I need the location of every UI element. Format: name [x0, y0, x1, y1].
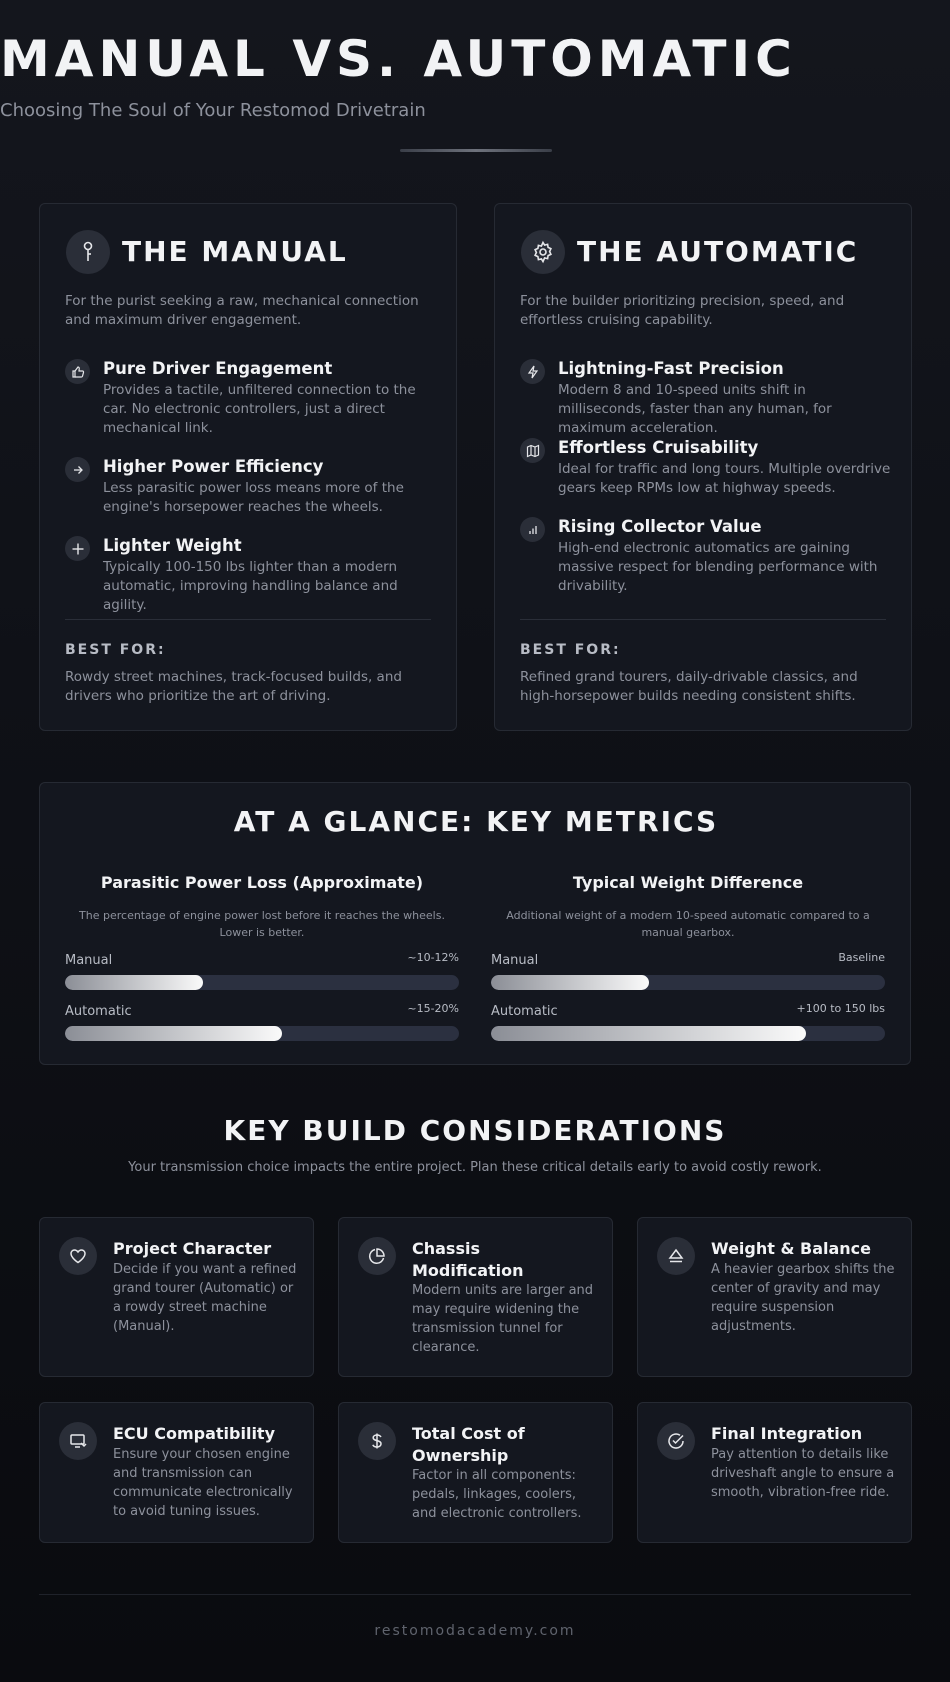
bar-row-manual: [65, 953, 459, 993]
dollar-icon: [358, 1422, 396, 1460]
consideration-card: [637, 1217, 912, 1377]
manual-card: [39, 203, 457, 731]
footer-divider: [39, 1594, 911, 1595]
manual-intro: For the purist seeking a raw, mechanical connection and maximum driver engagement.: [65, 293, 419, 328]
feature-desc: Typically 100-150 lbs lighter than a modern automatic, improving handling balance and agility.: [103, 559, 398, 613]
considerations-subtitle: Your transmission choice impacts the entire project. Plan these critical details early to avoid costly rework.: [128, 1160, 822, 1175]
consideration-card: [637, 1402, 912, 1543]
metrics-card: [39, 782, 911, 1065]
feature-desc: Modern 8 and 10-speed units shift in milliseconds, faster than any human, for maximum acceleration.: [558, 382, 832, 436]
bar-value: ~15-20%: [407, 1002, 459, 1015]
consideration-desc: Decide if you want a refined grand tourer (Automatic) or a rowdy street machine (Manual).: [113, 1262, 297, 1334]
metrics-title: AT A GLANCE: KEY METRICS: [233, 805, 719, 838]
feature-title: Rising Collector Value: [558, 517, 762, 536]
bar-row-manual: [491, 953, 885, 993]
considerations-title: KEY BUILD CONSIDERATIONS: [223, 1114, 727, 1147]
bar-track: [65, 1026, 459, 1041]
bar-row-automatic: [65, 1004, 459, 1044]
footer-link[interactable]: restomodacademy.com: [374, 1623, 576, 1639]
consideration-desc: Pay attention to details like driveshaft angle to ensure a smooth, vibration-free ride.: [711, 1447, 895, 1500]
best-for-text: Refined grand tourers, daily-drivable classics, and high-horsepower builds needing consistent shifts.: [520, 669, 858, 704]
bar-track: [65, 975, 459, 990]
bar-label: Automatic: [491, 1004, 558, 1019]
manual-title: THE MANUAL: [122, 235, 348, 268]
feature-desc: High-end electronic automatics are gaining massive respect for blending performance with drivability.: [558, 540, 878, 594]
consideration-title: Final Integration: [711, 1424, 863, 1443]
metric-title: Parasitic Power Loss (Approximate): [100, 873, 424, 892]
consideration-card: [338, 1402, 613, 1543]
bar-fill: [491, 1026, 806, 1041]
feature-title: Lighter Weight: [103, 536, 242, 555]
divider: [520, 619, 886, 620]
thumbs-up-icon: [65, 359, 90, 384]
consideration-title: Project Character: [113, 1239, 272, 1258]
best-for-text: Rowdy street machines, track-focused builds, and drivers who prioritize the art of driving.: [65, 669, 402, 704]
automatic-title: THE AUTOMATIC: [577, 235, 859, 268]
gear-shifter-icon: [66, 230, 110, 274]
consideration-desc: Ensure your chosen engine and transmission can communicate electronically to avoid tuning issues.: [113, 1447, 293, 1519]
arrow-right-icon: [65, 457, 90, 482]
consideration-title: Weight & Balance: [711, 1239, 871, 1258]
bar-value: Baseline: [838, 951, 885, 964]
consideration-card: [338, 1217, 613, 1377]
best-for-label: BEST FOR:: [65, 642, 166, 658]
consideration-card: [39, 1402, 314, 1543]
consideration-title: Total Cost of Ownership: [412, 1424, 525, 1465]
bar-track: [491, 1026, 885, 1041]
pie-chart-icon: [358, 1237, 396, 1275]
consideration-card: [39, 1217, 314, 1377]
eject-balance-icon: [657, 1237, 695, 1275]
feature-desc: Ideal for traffic and long tours. Multiple overdrive gears keep RPMs low at highway speeds.: [558, 461, 891, 496]
consideration-title: Chassis Modification: [412, 1239, 524, 1280]
metric-desc: The percentage of engine power lost before it reaches the wheels. Lower is better.: [79, 909, 445, 939]
gear-icon: [521, 230, 565, 274]
bar-label: Automatic: [65, 1004, 132, 1019]
consideration-desc: Modern units are larger and may require widening the transmission tunnel for clearance.: [412, 1283, 594, 1355]
lightning-icon: [520, 359, 545, 384]
heart-icon: [59, 1237, 97, 1275]
bar-label: Manual: [491, 953, 539, 968]
bar-chart-icon: [520, 517, 545, 542]
consideration-desc: A heavier gearbox shifts the center of gravity and may require suspension adjustments.: [711, 1262, 895, 1334]
monitor-icon: [59, 1422, 97, 1460]
title-divider: [400, 149, 552, 152]
bar-fill: [65, 1026, 282, 1041]
feature-desc: Provides a tactile, unfiltered connection to the car. No electronic controllers, just a direct mechanical link.: [103, 382, 416, 436]
map-icon: [520, 438, 545, 463]
bar-fill: [65, 975, 203, 990]
automatic-intro: For the builder prioritizing precision, speed, and effortless cruising capability.: [520, 293, 845, 328]
feature-desc: Less parasitic power loss means more of the engine's horsepower reaches the wheels.: [103, 480, 404, 515]
bar-fill: [491, 975, 649, 990]
bar-value: ~10-12%: [407, 951, 459, 964]
check-circle-icon: [657, 1422, 695, 1460]
feature-title: Effortless Cruisability: [558, 438, 759, 457]
divider: [65, 619, 431, 620]
feature-title: Pure Driver Engagement: [103, 359, 333, 378]
consideration-title: ECU Compatibility: [113, 1424, 276, 1443]
bar-value: +100 to 150 lbs: [796, 1002, 885, 1015]
metric-desc: Additional weight of a modern 10-speed automatic compared to a manual gearbox.: [506, 909, 870, 939]
page-title: MANUAL VS. AUTOMATIC: [0, 30, 797, 88]
bar-track: [491, 975, 885, 990]
best-for-label: BEST FOR:: [520, 642, 621, 658]
metric-title: Typical Weight Difference: [572, 873, 804, 892]
plus-icon: [65, 536, 90, 561]
feature-title: Higher Power Efficiency: [103, 457, 324, 476]
bar-row-automatic: [491, 1004, 885, 1044]
automatic-card: [494, 203, 912, 731]
feature-title: Lightning-Fast Precision: [558, 359, 784, 378]
page-subtitle: Choosing The Soul of Your Restomod Drivetrain: [0, 100, 426, 121]
bar-label: Manual: [65, 953, 113, 968]
consideration-desc: Factor in all components: pedals, linkages, coolers, and electronic controllers.: [412, 1468, 582, 1521]
